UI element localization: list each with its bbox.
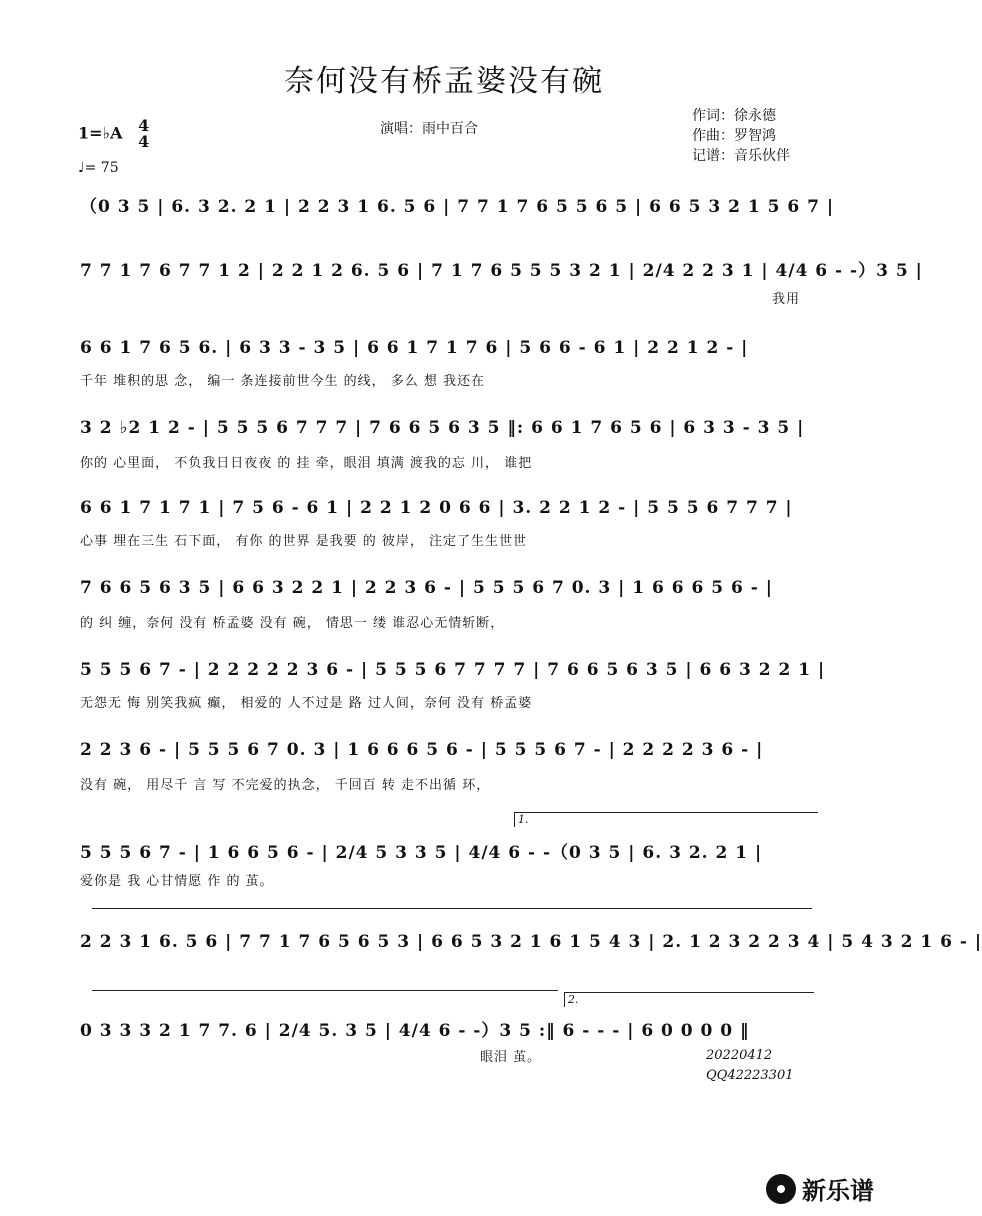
transcriber-credit: 记谱：音乐伙伴	[692, 148, 790, 164]
brand-name: 新乐谱	[802, 1177, 874, 1205]
volta-1-bracket: 1.	[514, 812, 818, 827]
date-mark: 20220412	[706, 1048, 773, 1063]
notation-line-6: 7 6 6 5 6 3 5 | 6 6 3 2 2 1 | 2 2 3 6 - | 5 5 5 6 7 0. 3 | 1 6 6 6 5 6 - |	[80, 578, 773, 598]
lyric-line-8: 没有 碗， 用尽千 言 写 不完爱的执念， 千回百 转 走不出循 环，	[80, 778, 491, 793]
credits	[692, 106, 790, 166]
lyric-line-1	[80, 234, 820, 256]
notation-line-8: 2 2 3 6 - | 5 5 5 6 7 0. 3 | 1 6 6 6 5 6 - | 5 5 5 6 7 - | 2 2 2 2 3 6 - |	[80, 740, 764, 760]
composer-credit: 作曲：罗智鸿	[692, 128, 776, 144]
key-text: 1=♭A	[78, 123, 123, 143]
lyric-line-9: 爱你是 我 心甘情愿 作 的 茧。	[80, 874, 274, 889]
lyric-line-2: 我用	[771, 292, 800, 307]
tempo: ♩= 75	[78, 160, 119, 176]
singer-credit: 演唱：雨中百合	[380, 121, 478, 137]
notation-line-7: 5 5 5 6 7 - | 2 2 2 2 2 3 6 - | 5 5 5 6 7 7 7 7 | 7 6 6 5 6 3 5 | 6 6 3 2 2 1 |	[80, 660, 826, 680]
notation-line-5: 6 6 1 7 1 7 1 | 7 5 6 - 6 1 | 2 2 1 2 0 6 6 | 3. 2 2 1 2 - | 5 5 5 6 7 7 7 |	[80, 498, 793, 518]
vinyl-disc-icon	[766, 1174, 796, 1204]
key-signature	[78, 118, 149, 150]
volta-2-bracket: 2.	[564, 992, 814, 1007]
notation-line-11: 0 3 3 3 2 1 7 7. 6 | 2/4 5. 3 5 | 4/4 6 - -）3 5 :‖ 6 - - - | 6 0 0 0 0 ‖	[80, 1021, 750, 1041]
time-top: 4	[138, 116, 150, 135]
notation-line-9: 5 5 5 6 7 - | 1 6 6 5 6 - | 2/4 5 3 3 5 | 4/4 6 - -（0 3 5 | 6. 3 2. 2 1 |	[80, 843, 763, 863]
volta-1-end-line	[92, 990, 558, 991]
qq-mark: QQ42223301	[706, 1068, 794, 1083]
notation-line-2: 7 7 1 7 6 7 7 1 2 | 2 2 1 2 6. 5 6 | 7 1 7 6 5 5 5 3 2 1 | 2/4 2 2 3 1 | 4/4 6 - -）3 5 |	[80, 261, 923, 281]
notation-line-1: （0 3 5 | 6. 3 2. 2 1 | 2 2 3 1 6. 5 6 | 7 7 1 7 6 5 5 6 5 | 6 6 5 3 2 1 5 6 7 |	[80, 197, 835, 217]
song-title: 奈何没有桥孟婆没有碗	[284, 64, 604, 99]
time-bottom: 4	[138, 132, 150, 151]
time-signature	[138, 118, 149, 150]
lyric-line-3: 千年 堆积的思 念， 编一 条连接前世今生 的线， 多么 想 我还在	[80, 374, 486, 389]
brand-logo	[766, 1171, 874, 1206]
lyric-line-6: 的 纠 缠，奈何 没有 桥孟婆 没有 碗， 情思一 缕 谁忍心无情斩断，	[80, 616, 505, 631]
lyric-line-4: 你的 心里面， 不负我日日夜夜 的 挂 牵，眼泪 填满 渡我的忘 川， 谁把	[80, 456, 533, 471]
volta-1-continuation	[92, 908, 812, 909]
notation-line-4: 3 2 ♭2 1 2 - | 5 5 5 6 7 7 7 | 7 6 6 5 6 3 5 ‖: 6 6 1 7 6 5 6 | 6 3 3 - 3 5 |	[80, 418, 805, 438]
lyric-line-7: 无怨无 悔 别笑我疯 癫， 相爱的 人不过是 路 过人间，奈何 没有 桥孟婆	[80, 696, 533, 711]
notation-line-10: 2 2 3 1 6. 5 6 | 7 7 1 7 6 5 6 5 3 | 6 6 5 3 2 1 6 1 5 4 3 | 2. 1 2 3 2 2 3 4 | 5 4 3 2 1 6 - |	[80, 932, 982, 952]
lyricist-credit: 作词：徐永德	[692, 108, 776, 124]
notation-line-3: 6 6 1 7 6 5 6. | 6 3 3 - 3 5 | 6 6 1 7 1 7 6 | 5 6 6 - 6 1 | 2 2 1 2 - |	[80, 338, 749, 358]
lyric-line-5: 心事 埋在三生 石下面， 有你 的世界 是我要 的 彼岸， 注定了生生世世	[80, 534, 528, 549]
lyric-line-11: 眼泪 茧。	[480, 1050, 542, 1065]
